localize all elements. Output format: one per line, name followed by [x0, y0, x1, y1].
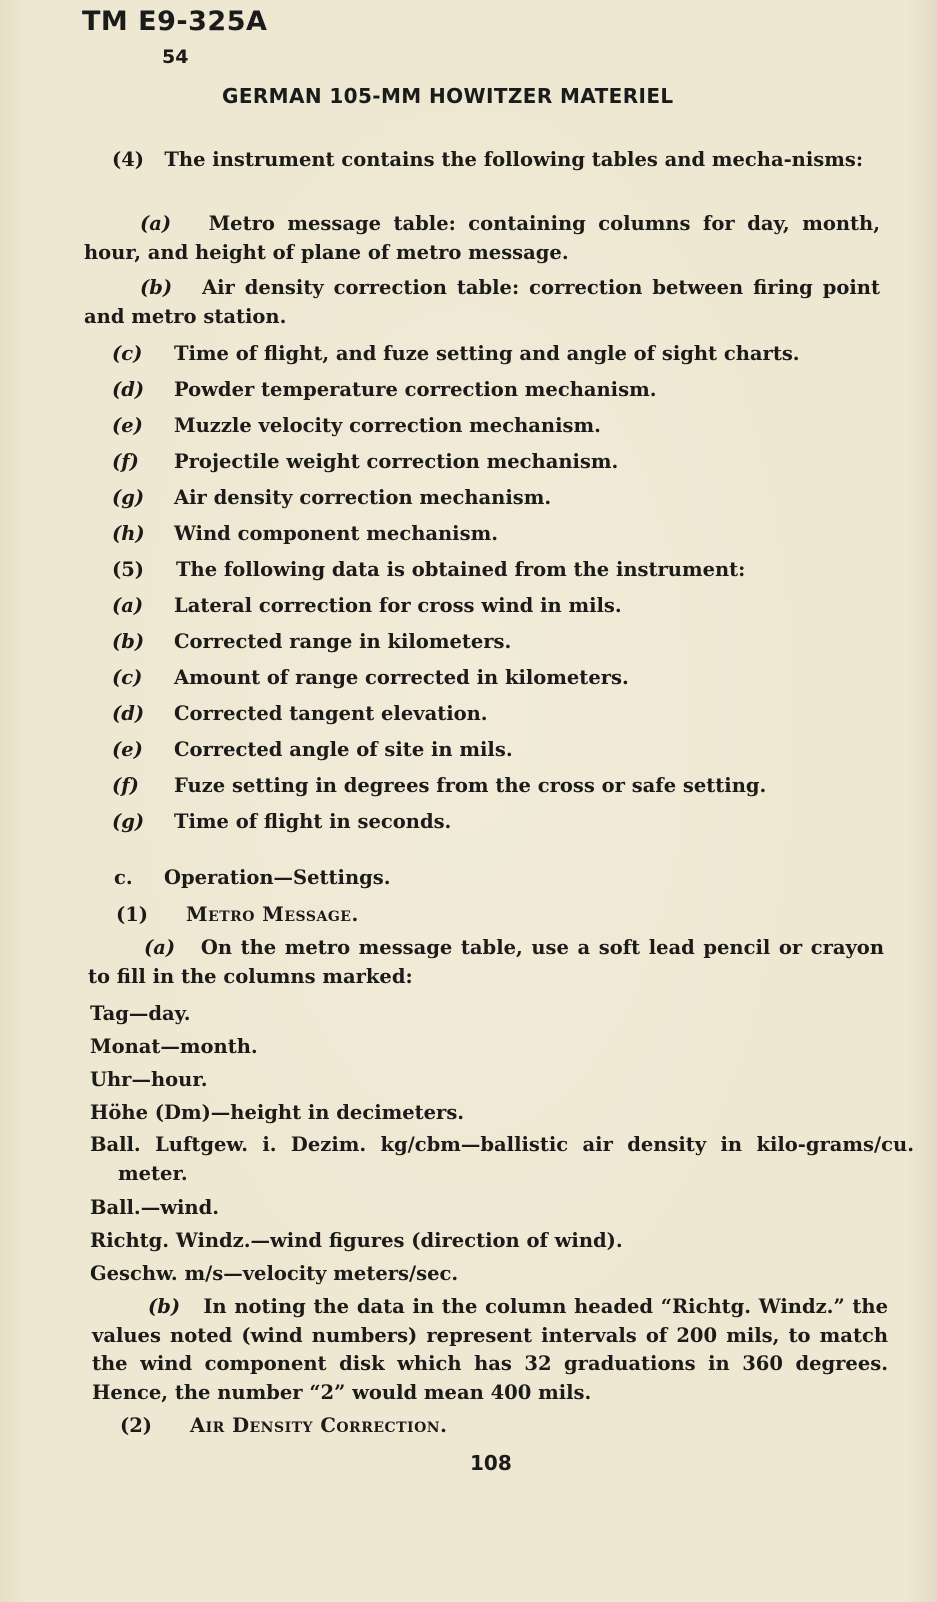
- item-4b-paragraph: [84, 274, 880, 331]
- metro-para-b-text: In noting the data in the column headed “Richtg. Windz.” the values noted (wind numbers) represent intervals of 200 mils, to match the wind component disk which has 32 graduations in 360 degrees. Hence, the number “2” would mean 400 mils.: [92, 1295, 888, 1404]
- column-richtg-windz: Richtg. Windz.—wind figures (direction of wind).: [90, 1229, 623, 1252]
- item-5a-marker: (a): [112, 594, 144, 617]
- item-5c-marker: (c): [112, 666, 143, 689]
- item-5a-text: Lateral correction for cross wind in mils.: [174, 594, 622, 617]
- item-5b-marker: (b): [112, 630, 145, 653]
- item-4-text: The instrument contains the following tables and mecha-nisms:: [164, 148, 864, 171]
- item-4c-text: Time of flight, and fuze setting and angle of sight charts.: [174, 342, 800, 365]
- item-4c: [112, 340, 800, 368]
- metro-para-a-marker: (a): [144, 936, 176, 959]
- item-5e-marker: (e): [112, 738, 143, 761]
- item-4f: [112, 448, 618, 476]
- column-ball-wind: Ball.—wind.: [90, 1196, 220, 1219]
- page-title: GERMAN 105-MM HOWITZER MATERIEL: [222, 84, 674, 108]
- air-density-heading: [120, 1412, 447, 1440]
- item-5d: [112, 700, 488, 728]
- item-4b-text: Air density correction table: correction between firing point and metro station.: [84, 276, 880, 328]
- metro-heading: [116, 901, 359, 929]
- item-4c-marker: (c): [112, 342, 143, 365]
- item-4e: [112, 412, 601, 440]
- column-ball-luftgew: Ball. Luftgew. i. Dezim. kg/cbm—ballistic air density in kilo-grams/cu. meter.: [90, 1133, 914, 1185]
- item-5g: [112, 808, 451, 836]
- column-hoehe: Höhe (Dm)—height in decimeters.: [90, 1101, 465, 1124]
- item-4d-marker: (d): [112, 378, 145, 401]
- item-5f: [112, 772, 766, 800]
- item-4-marker: (4): [112, 148, 145, 171]
- air-density-title: Air Density Correction.: [190, 1414, 448, 1437]
- item-5f-text: Fuze setting in degrees from the cross or safe setting.: [174, 774, 767, 797]
- section-c-marker: c.: [114, 866, 133, 889]
- item-4e-marker: (e): [112, 414, 143, 437]
- section-c-title: Operation—Settings.: [164, 866, 391, 889]
- item-5e-text: Corrected angle of site in mils.: [174, 738, 513, 761]
- column-tag: Tag—day.: [90, 1002, 191, 1025]
- item-5d-marker: (d): [112, 702, 145, 725]
- item-5b-text: Corrected range in kilometers.: [174, 630, 512, 653]
- item-5a: [112, 592, 622, 620]
- item-5-text: The following data is obtained from the instrument:: [176, 558, 746, 581]
- column-geschw: Geschw. m/s—velocity meters/sec.: [90, 1262, 459, 1285]
- item-4g-text: Air density correction mechanism.: [174, 486, 552, 509]
- item-4b-marker: (b): [140, 276, 173, 299]
- item-5b: [112, 628, 511, 656]
- metro-para-a: [88, 934, 884, 991]
- metro-title: Metro Message.: [186, 903, 359, 926]
- metro-para-b: [92, 1293, 888, 1407]
- item-4g: [112, 484, 551, 512]
- item-4h-marker: (h): [112, 522, 145, 545]
- item-4h: [112, 520, 498, 548]
- item-4g-marker: (g): [112, 486, 145, 509]
- item-4d: [112, 376, 657, 404]
- item-4e-text: Muzzle velocity correction mechanism.: [174, 414, 601, 437]
- item-5c-text: Amount of range corrected in kilometers.: [174, 666, 629, 689]
- item-5e: [112, 736, 513, 764]
- item-5-marker: (5): [112, 558, 145, 581]
- item-5d-text: Corrected tangent elevation.: [174, 702, 488, 725]
- item-4-paragraph: [84, 146, 880, 175]
- item-5: [112, 556, 745, 584]
- metro-marker: (1): [116, 903, 149, 926]
- air-density-marker: (2): [120, 1414, 153, 1437]
- page-number: 108: [470, 1451, 512, 1475]
- metro-para-a-text: On the metro message table, use a soft lead pencil or crayon to fill in the columns marked:: [88, 936, 884, 988]
- item-5f-marker: (f): [112, 774, 139, 797]
- item-4d-text: Powder temperature correction mechanism.: [174, 378, 657, 401]
- item-4a-text: Metro message table: containing columns for day, month, hour, and height of plane of metro message.: [84, 212, 880, 264]
- section-number: 54: [162, 46, 189, 68]
- item-5g-marker: (g): [112, 810, 145, 833]
- item-5c: [112, 664, 629, 692]
- item-4f-marker: (f): [112, 450, 139, 473]
- metro-para-b-marker: (b): [148, 1295, 181, 1318]
- item-4f-text: Projectile weight correction mechanism.: [174, 450, 619, 473]
- item-4a-paragraph: [84, 210, 880, 267]
- item-5g-text: Time of flight in seconds.: [174, 810, 452, 833]
- item-4h-text: Wind component mechanism.: [174, 522, 498, 545]
- item-4a-marker: (a): [140, 212, 172, 235]
- column-uhr: Uhr—hour.: [90, 1068, 208, 1091]
- tm-number: TM E9-325A: [82, 6, 268, 37]
- section-c-heading: [114, 864, 391, 892]
- column-monat: Monat—month.: [90, 1035, 258, 1058]
